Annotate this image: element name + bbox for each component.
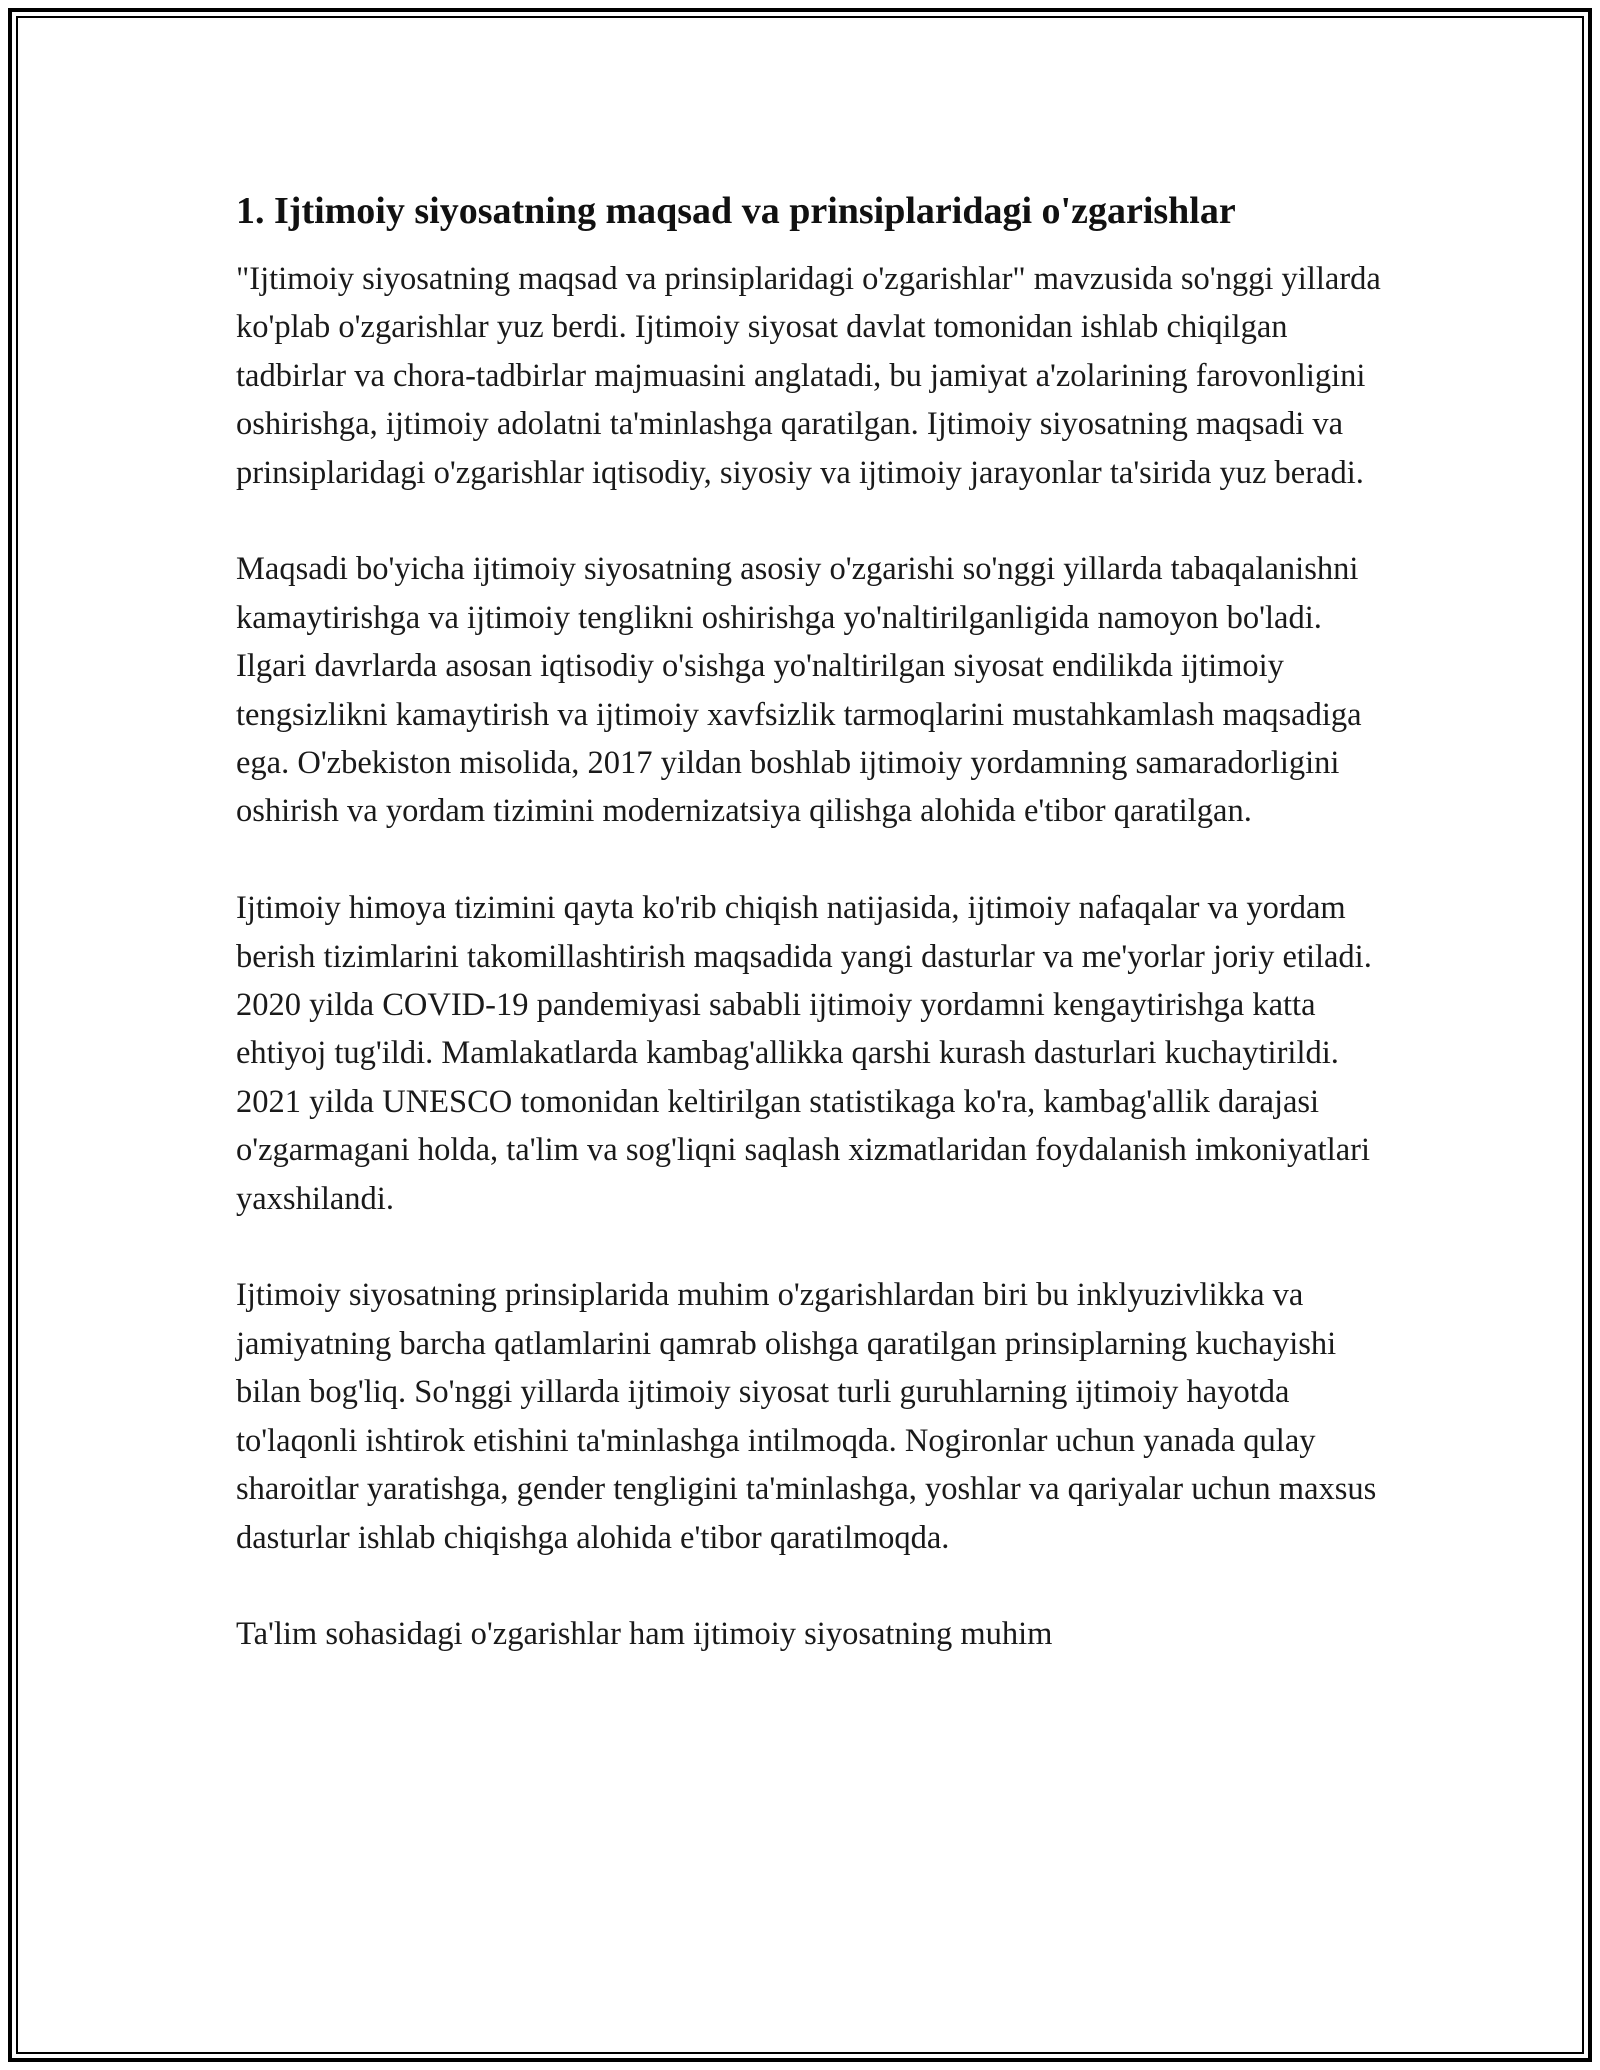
section-title: 1. Ijtimoiy siyosatning maqsad va prinsiplaridagi o'zgarishlar (236, 190, 1236, 232)
document-body (236, 187, 1396, 1707)
paragraph-2: Maqsadi bo'yicha ijtimoiy siyosatning asosiy o'zgarishi so'nggi yillarda tabaqalanishni kamaytirishga va ijtimoiy tenglikni oshirishga yo'naltirilganligida namoyon bo'ladi. Ilgari davrlarda asosan iqtisodiy o'sishga yo'naltirilgan siyosat endilikda ijtimoiy tengsizlikni kamaytirish va ijtimoiy xavfsizlik tarmoqlarini mustahkamlash maqsadiga ega. O'zbekiston misolida, 2017 yildan boshlab ijtimoiy yordamning samaradorligini oshirish va yordam tizimini modernizatsiya qilishga alohida e'tibor qaratilgan. (236, 551, 1362, 830)
paragraph-5: Ta'lim sohasidagi o'zgarishlar ham ijtimoiy siyosatning muhim (236, 1616, 1053, 1653)
paragraph-4: Ijtimoiy siyosatning prinsiplarida muhim o'zgarishlardan biri bu inklyuzivlikka va jamiyatning barcha qatlamlarini qamrab olishga qaratilgan prinsiplarning kuchayishi bilan bog'liq. So'nggi yillarda ijtimoiy siyosat turli guruhlarning ijtimoiy hayotda to'laqonli ishtirok etishini ta'minlashga intilmoqda. Nogironlar uchun yanada qulay sharoitlar yaratishga, gender tengligini ta'minlashga, yoshlar va qariyalar uchun maxsus dasturlar ishlab chiqishga alohida e'tibor qaratilmoqda. (236, 1277, 1377, 1556)
paragraph-3: Ijtimoiy himoya tizimini qayta ko'rib chiqish natijasida, ijtimoiy nafaqalar va yordam berish tizimlarini takomillashtirish maqsadida yangi dasturlar va me'yorlar joriy etiladi. 2020 yilda COVID-19 pandemiyasi sababli ijtimoiy yordamni kengaytirishga katta ehtiyoj tug'ildi. Mamlakatlarda kambag'allikka qarshi kurash dasturlari kuchaytirildi. 2021 yilda UNESCO tomonidan keltirilgan statistikaga ko'ra, kambag'allik darajasi o'zgarmagani holda, ta'lim va sog'liqni saqlash xizmatlaridan foydalanish imkoniyatlari yaxshilandi. (236, 890, 1372, 1217)
paragraph-1: "Ijtimoiy siyosatning maqsad va prinsiplaridagi o'zgarishlar" mavzusida so'nggi yillarda ko'plab o'zgarishlar yuz berdi. Ijtimoiy siyosat davlat tomonidan ishlab chiqilgan tadbirlar va chora-tadbirlar majmuasini anglatadi, bu jamiyat a'zolarining farovonligini oshirishga, ijtimoiy adolatni ta'minlashga qaratilgan. Ijtimoiy siyosatning maqsadi va prinsiplaridagi o'zgarishlar iqtisodiy, siyosiy va ijtimoiy jarayonlar ta'sirida yuz beradi. (236, 261, 1381, 491)
